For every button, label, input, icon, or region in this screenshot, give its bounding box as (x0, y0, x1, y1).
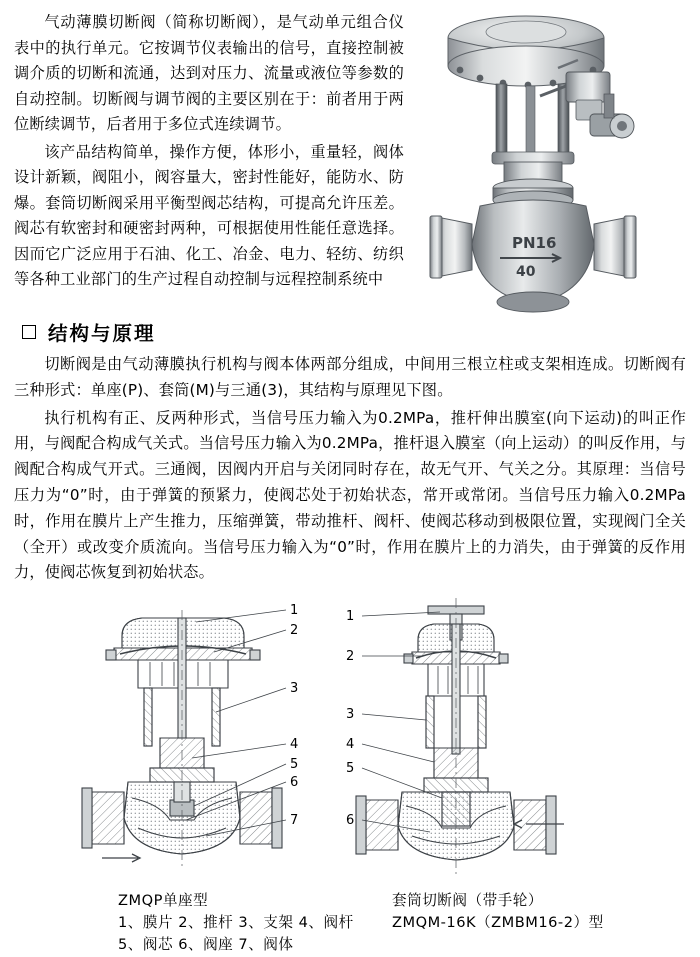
section-heading-label: 结构与原理 (48, 322, 156, 345)
intro-text-block (14, 10, 404, 295)
drawing-left (82, 603, 298, 868)
caption-right-line-1: 套筒切断阀（带手轮） (392, 892, 543, 909)
actuator-yoke (492, 84, 574, 164)
callout-right-5: 5 (346, 761, 355, 776)
section-heading (22, 318, 156, 346)
caption-right (392, 890, 672, 934)
callout-left-4: 4 (290, 737, 299, 752)
callout-left-1: 1 (290, 603, 299, 618)
technical-drawings (10, 592, 690, 892)
caption-left (118, 890, 368, 956)
callout-right-2: 2 (346, 649, 355, 664)
callout-right-1: 1 (346, 609, 355, 624)
section-body-text (14, 352, 686, 588)
square-bullet-icon (22, 325, 36, 339)
caption-left-line-1: ZMQP单座型 (118, 892, 209, 909)
callout-right-6: 6 (346, 813, 355, 828)
callout-left-2: 2 (290, 623, 299, 638)
section-paragraph-1: 切断阀是由气动薄膜执行机构与阀本体两部分组成，中间用三根立柱或支架相连成。切断阀有三种形式：单座(P)、套筒(M)与三通(3)，其结构与原理见下图。 (14, 355, 686, 399)
callout-left-7: 7 (290, 813, 299, 828)
valve-body (430, 200, 636, 312)
product-photo (408, 8, 692, 318)
callout-right-4: 4 (346, 737, 355, 752)
photo-size-label: 40 (516, 264, 536, 280)
caption-left-line-3: 5、阀芯 6、阀座 7、阀体 (118, 936, 294, 953)
callout-right-3: 3 (346, 707, 355, 722)
drawing-right (346, 598, 564, 874)
caption-left-line-2: 1、膜片 2、推杆 3、支架 4、阀杆 (118, 914, 354, 931)
intro-paragraph-1: 气动薄膜切断阀（简称切断阀），是气动单元组合仪表中的执行单元。它按调节仪表输出的信号，直接控制被调介质的切断和流通，达到对压力、流量或液位等参数的自动控制。切断阀与调节阀的主要区别在于：前者用于两位断续调节，后者用于多位式连续调节。 (14, 13, 404, 133)
section-paragraph-2: 执行机构有正、反两种形式，当信号压力输入为0.2MPa，推杆伸出膜室(向下运动)的叫正作用，与阀配合构成气关式。当信号压力输入为0.2MPa，推杆退入膜室（向上运动）的叫反作用，与阀配合构成气开式。三通阀，因阀内开启与关闭同时存在，故无气开、气关之分。其原理：当信号压力为“0”时，由于弹簧的预紧力，使阀芯处于初始状态，常开或常闭。当信号压力输入0.2MPa时，作用在膜片上产生推力，压缩弹簧，带动推杆、阀杆、使阀芯移动到极限位置，实现阀门全关（全开）或改变介质流向。当信号压力输入为“0”时，作用在膜片上的力消失，由于弹簧的反作用力，使阀芯恢复到初始状态。 (14, 408, 686, 582)
intro-paragraph-2: 该产品结构简单，操作方便，体形小，重量轻，阀体设计新颖，阀阻小，阀容量大，密封性能好，能防水、防爆。套筒切断阀采用平衡型阀芯结构，可提高允许压差。阀芯有软密封和硬密封两种，可根据使用性能任意选择。因而它广泛应用于石油、化工、冶金、电力、轻纺、纺织等各种工业部门的生产过程自动控制与远程控制系统中 (14, 142, 404, 288)
callout-left-3: 3 (290, 681, 299, 696)
photo-pn-label: PN16 (512, 234, 557, 252)
caption-right-line-2: ZMQM-16K（ZMBM16-2）型 (392, 914, 604, 931)
callout-left-6: 6 (290, 775, 299, 790)
callout-left-5: 5 (290, 757, 299, 772)
